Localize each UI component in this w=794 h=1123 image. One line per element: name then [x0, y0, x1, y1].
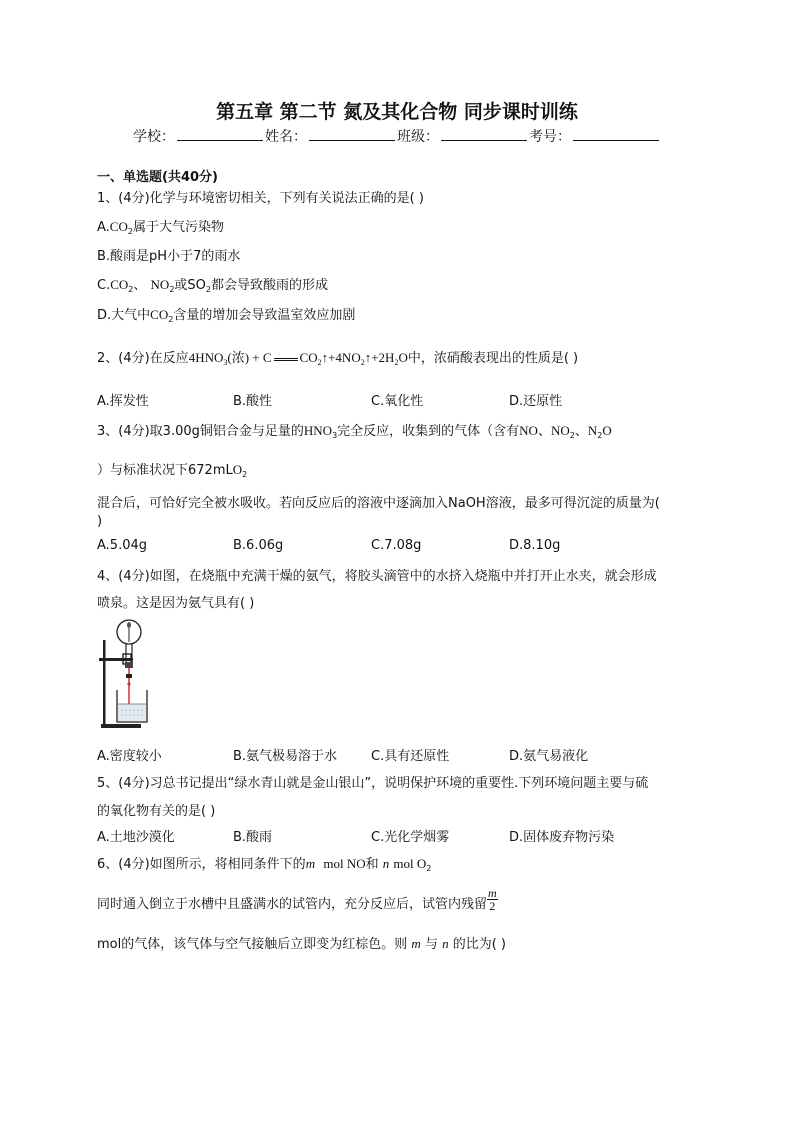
q4-option-d[interactable]: D.氨气易液化 — [509, 749, 589, 764]
student-info-line — [0, 126, 794, 146]
q3-stem-line4: ) — [97, 514, 103, 529]
q5-option-c[interactable]: C.光化学烟雾 — [371, 830, 450, 845]
q3-option-a[interactable]: A.5.04g — [97, 538, 147, 553]
class-blank[interactable] — [441, 126, 527, 141]
q3-option-b[interactable]: B.6.06g — [233, 538, 284, 553]
name-blank[interactable] — [309, 126, 395, 141]
equals-sign-icon — [274, 358, 298, 361]
q5-stem-line1: 5、(4分)习总书记提出“绿水青山就是金山银山”，说明保护环境的重要性.下列环境问题主要与硫 — [97, 776, 649, 791]
m-over-2-fraction: $\frac{m}{2}$ — [488, 886, 497, 913]
class-label: 班级： — [397, 129, 439, 145]
q4-option-b[interactable]: B.氨气极易溶于水 — [233, 749, 338, 764]
page-title: 第五章 第二节 氮及其化合物 同步课时训练 — [216, 101, 578, 123]
q1-option-d[interactable]: D.大气中$CO_2$含量的增加会导致温室效应加剧 — [97, 307, 356, 324]
q3-option-d[interactable]: D.8.10g — [509, 538, 561, 553]
fountain-apparatus-figure — [97, 616, 163, 730]
stand-base — [101, 724, 141, 728]
q3-stem-line3: 混合后，可恰好完全被水吸收。若向反应后的溶液中逐滴加入NaOH溶液，最多可得沉淀的质量为( — [97, 496, 660, 511]
q1-stem: 1、(4分)化学与环境密切相关，下列有关说法正确的是( ) — [97, 191, 424, 206]
q1-option-b[interactable]: B.酸雨是pH小于7的雨水 — [97, 249, 241, 264]
number-blank[interactable] — [573, 126, 659, 141]
q5-option-b[interactable]: B.酸雨 — [233, 830, 273, 845]
school-blank[interactable] — [177, 126, 263, 141]
q4-stem-line1: 4、(4分)如图，在烧瓶中充满干燥的氨气，将胶头滴管中的水挤入烧瓶中并打开止水夹，就会形成 — [97, 569, 657, 584]
q2-option-b[interactable]: B.酸性 — [233, 394, 273, 409]
q5-option-d[interactable]: D.固体废弃物污染 — [509, 830, 615, 845]
school-label: 学校： — [133, 129, 175, 145]
q4-option-a[interactable]: A.密度较小 — [97, 749, 162, 764]
q5-stem-line2: 的氧化物有关的是( ) — [97, 804, 216, 819]
q6-stem-line1: 6、(4分)如图所示，将相同条件下的m mol NO和 n mol $O_2$ — [97, 856, 432, 873]
q4-stem-line2: 喷泉。这是因为氨气具有( ) — [97, 596, 255, 611]
q2-stem: 2、(4分)在反应$4HNO_3$(浓) + C $CO_2↑+4NO_2↑+2H_2O$中，浓硝酸表现出的性质是( ) — [97, 350, 579, 367]
q2-option-d[interactable]: D.还原性 — [509, 394, 563, 409]
q5-option-a[interactable]: A.土地沙漠化 — [97, 830, 175, 845]
q2-option-a[interactable]: A.挥发性 — [97, 394, 149, 409]
q2-option-c[interactable]: C.氧化性 — [371, 394, 424, 409]
q3-stem-line1: 3、(4分)取3.00g铜铝合金与足量的$HNO_3$完全反应，收集到的气体（含有NO、$NO_2$、$N_2O$ — [97, 423, 612, 440]
q3-stem-line2: ）与标准状况下672mLO$_2$ — [97, 462, 248, 479]
q6-stem-line2: 同时通入倒立于水槽中且盛满水的试管内，充分反应后，试管内残留 $\frac{m}{2}$ — [97, 886, 497, 913]
q2-equation: $4HNO_3$(浓) + C $CO_2↑+4NO_2↑+2H_2O$ — [188, 350, 408, 367]
q4-option-c[interactable]: C.具有还原性 — [371, 749, 450, 764]
q6-stem-line3: mol的气体，该气体与空气接触后立即变为红棕色。则 m 与 n 的比为( ) — [97, 936, 506, 952]
name-label: 姓名： — [265, 129, 307, 145]
stand-rod — [103, 640, 106, 726]
section-header: 一、单选题(共40分) — [97, 170, 218, 185]
number-label: 考号： — [529, 129, 571, 145]
q1-option-c[interactable]: $C.CO_2$、 $NO_2$或$SO_2$都会导致酸雨的形成 — [97, 277, 329, 294]
clamp-arm — [99, 658, 133, 661]
q3-option-c[interactable]: C.7.08g — [371, 538, 422, 553]
q1-option-a[interactable]: $A.CO_2$属于大气污染物 — [97, 219, 224, 236]
